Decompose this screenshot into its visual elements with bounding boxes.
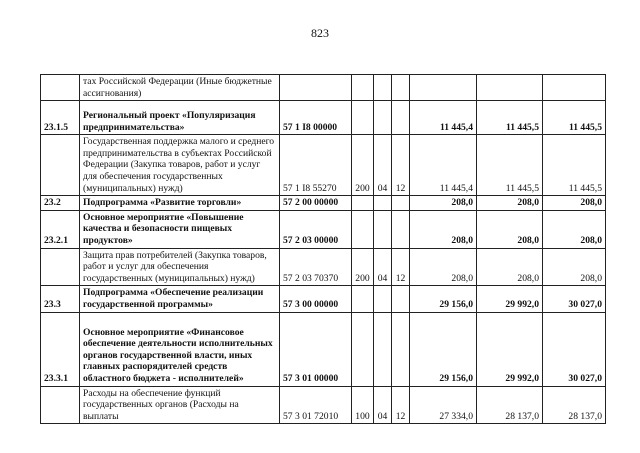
row-target-article: 57 3 00 00000 — [280, 286, 352, 312]
row-name: Подпрограмма «Обеспечение реализации государственной программы» — [80, 286, 280, 312]
row-amount-year3: 11 445,5 — [543, 101, 606, 135]
row-expense-type: 100 — [352, 386, 374, 424]
table-row — [41, 286, 606, 312]
row-subsection — [392, 101, 410, 135]
row-target-article: 57 3 01 00000 — [280, 312, 352, 386]
table-row — [41, 210, 606, 248]
row-amount-year1: 11 445,4 — [410, 135, 477, 196]
row-target-article: 57 2 03 70370 — [280, 248, 352, 286]
row-subsection: 12 — [392, 248, 410, 286]
row-amount-year1: 208,0 — [410, 196, 477, 211]
row-section — [374, 196, 392, 211]
row-subsection — [392, 312, 410, 386]
table-row — [41, 312, 606, 386]
row-section — [374, 75, 392, 101]
row-amount-year1: 208,0 — [410, 248, 477, 286]
row-section — [374, 101, 392, 135]
row-amount-year1: 29 156,0 — [410, 312, 477, 386]
row-section — [374, 286, 392, 312]
row-amount-year2: 208,0 — [477, 248, 543, 286]
row-amount-year2: 208,0 — [477, 210, 543, 248]
row-amount-year2: 29 992,0 — [477, 286, 543, 312]
row-target-article: 57 1 I8 55270 — [280, 135, 352, 196]
row-expense-type: 200 — [352, 135, 374, 196]
row-amount-year2: 29 992,0 — [477, 312, 543, 386]
row-expense-type — [352, 196, 374, 211]
row-amount-year1: 27 334,0 — [410, 386, 477, 424]
row-amount-year1: 29 156,0 — [410, 286, 477, 312]
row-name: тах Российской Федерации (Иные бюджетные ассигнования) — [80, 75, 280, 101]
row-expense-type — [352, 101, 374, 135]
row-name: Защита прав потребителей (Закупка товаров, работ и услуг для обеспечения государственных (муниципальных) нужд) — [80, 248, 280, 286]
row-subsection: 12 — [392, 135, 410, 196]
row-name: Основное мероприятие «Финансовое обеспечение деятельности исполнительных органов государственной власти, иных главных распорядителей средств областного бюджета - исполнителей» — [80, 312, 280, 386]
row-amount-year3: 30 027,0 — [543, 286, 606, 312]
row-expense-type — [352, 312, 374, 386]
row-amount-year2: 11 445,5 — [477, 135, 543, 196]
row-target-article: 57 2 00 00000 — [280, 196, 352, 211]
row-section: 04 — [374, 248, 392, 286]
row-amount-year2 — [477, 75, 543, 101]
row-name: Основное мероприятие «Повышение качества и безопасности пищевых продуктов» — [80, 210, 280, 248]
row-amount-year2: 28 137,0 — [477, 386, 543, 424]
row-subsection — [392, 75, 410, 101]
row-amount-year1: 208,0 — [410, 210, 477, 248]
row-amount-year3: 208,0 — [543, 196, 606, 211]
row-amount-year3: 208,0 — [543, 248, 606, 286]
row-target-article: 57 3 01 72010 — [280, 386, 352, 424]
table-row — [41, 135, 606, 196]
row-amount-year2: 208,0 — [477, 196, 543, 211]
table-row — [41, 75, 606, 101]
row-code: 23.3 — [41, 286, 80, 312]
row-code: 23.3.1 — [41, 312, 80, 386]
row-code: 23.2 — [41, 196, 80, 211]
row-target-article — [280, 75, 352, 101]
table-row — [41, 248, 606, 286]
row-amount-year1: 11 445,4 — [410, 101, 477, 135]
row-subsection — [392, 196, 410, 211]
row-amount-year3: 208,0 — [543, 210, 606, 248]
row-expense-type — [352, 210, 374, 248]
row-subsection: 12 — [392, 386, 410, 424]
row-section: 04 — [374, 135, 392, 196]
row-name: Подпрограмма «Развитие торговли» — [80, 196, 280, 211]
page-number: 823 — [311, 26, 329, 40]
budget-table — [40, 74, 606, 424]
row-expense-type — [352, 75, 374, 101]
table-row — [41, 101, 606, 135]
row-amount-year1 — [410, 75, 477, 101]
row-amount-year2: 11 445,5 — [477, 101, 543, 135]
table-row — [41, 386, 606, 424]
row-target-article: 57 2 03 00000 — [280, 210, 352, 248]
row-amount-year3: 30 027,0 — [543, 312, 606, 386]
table-row — [41, 196, 606, 211]
row-section — [374, 210, 392, 248]
row-subsection — [392, 210, 410, 248]
row-expense-type: 200 — [352, 248, 374, 286]
row-subsection — [392, 286, 410, 312]
row-code — [41, 386, 80, 424]
row-amount-year3 — [543, 75, 606, 101]
row-code: 23.1.5 — [41, 101, 80, 135]
row-code — [41, 135, 80, 196]
row-amount-year3: 28 137,0 — [543, 386, 606, 424]
row-section: 04 — [374, 386, 392, 424]
row-section — [374, 312, 392, 386]
row-code: 23.2.1 — [41, 210, 80, 248]
row-expense-type — [352, 286, 374, 312]
row-code — [41, 75, 80, 101]
row-name: Государственная поддержка малого и среднего предпринимательства в субъектах Российской Федерации (Закупка товаров, работ и услуг для обеспечения государственных (муниципальных) нужд) — [80, 135, 280, 196]
row-name: Региональный проект «Популяризация предпринимательства» — [80, 101, 280, 135]
row-target-article: 57 1 I8 00000 — [280, 101, 352, 135]
row-name: Расходы на обеспечение функций государственных органов (Расходы на выплаты — [80, 386, 280, 424]
row-code — [41, 248, 80, 286]
row-amount-year3: 11 445,5 — [543, 135, 606, 196]
